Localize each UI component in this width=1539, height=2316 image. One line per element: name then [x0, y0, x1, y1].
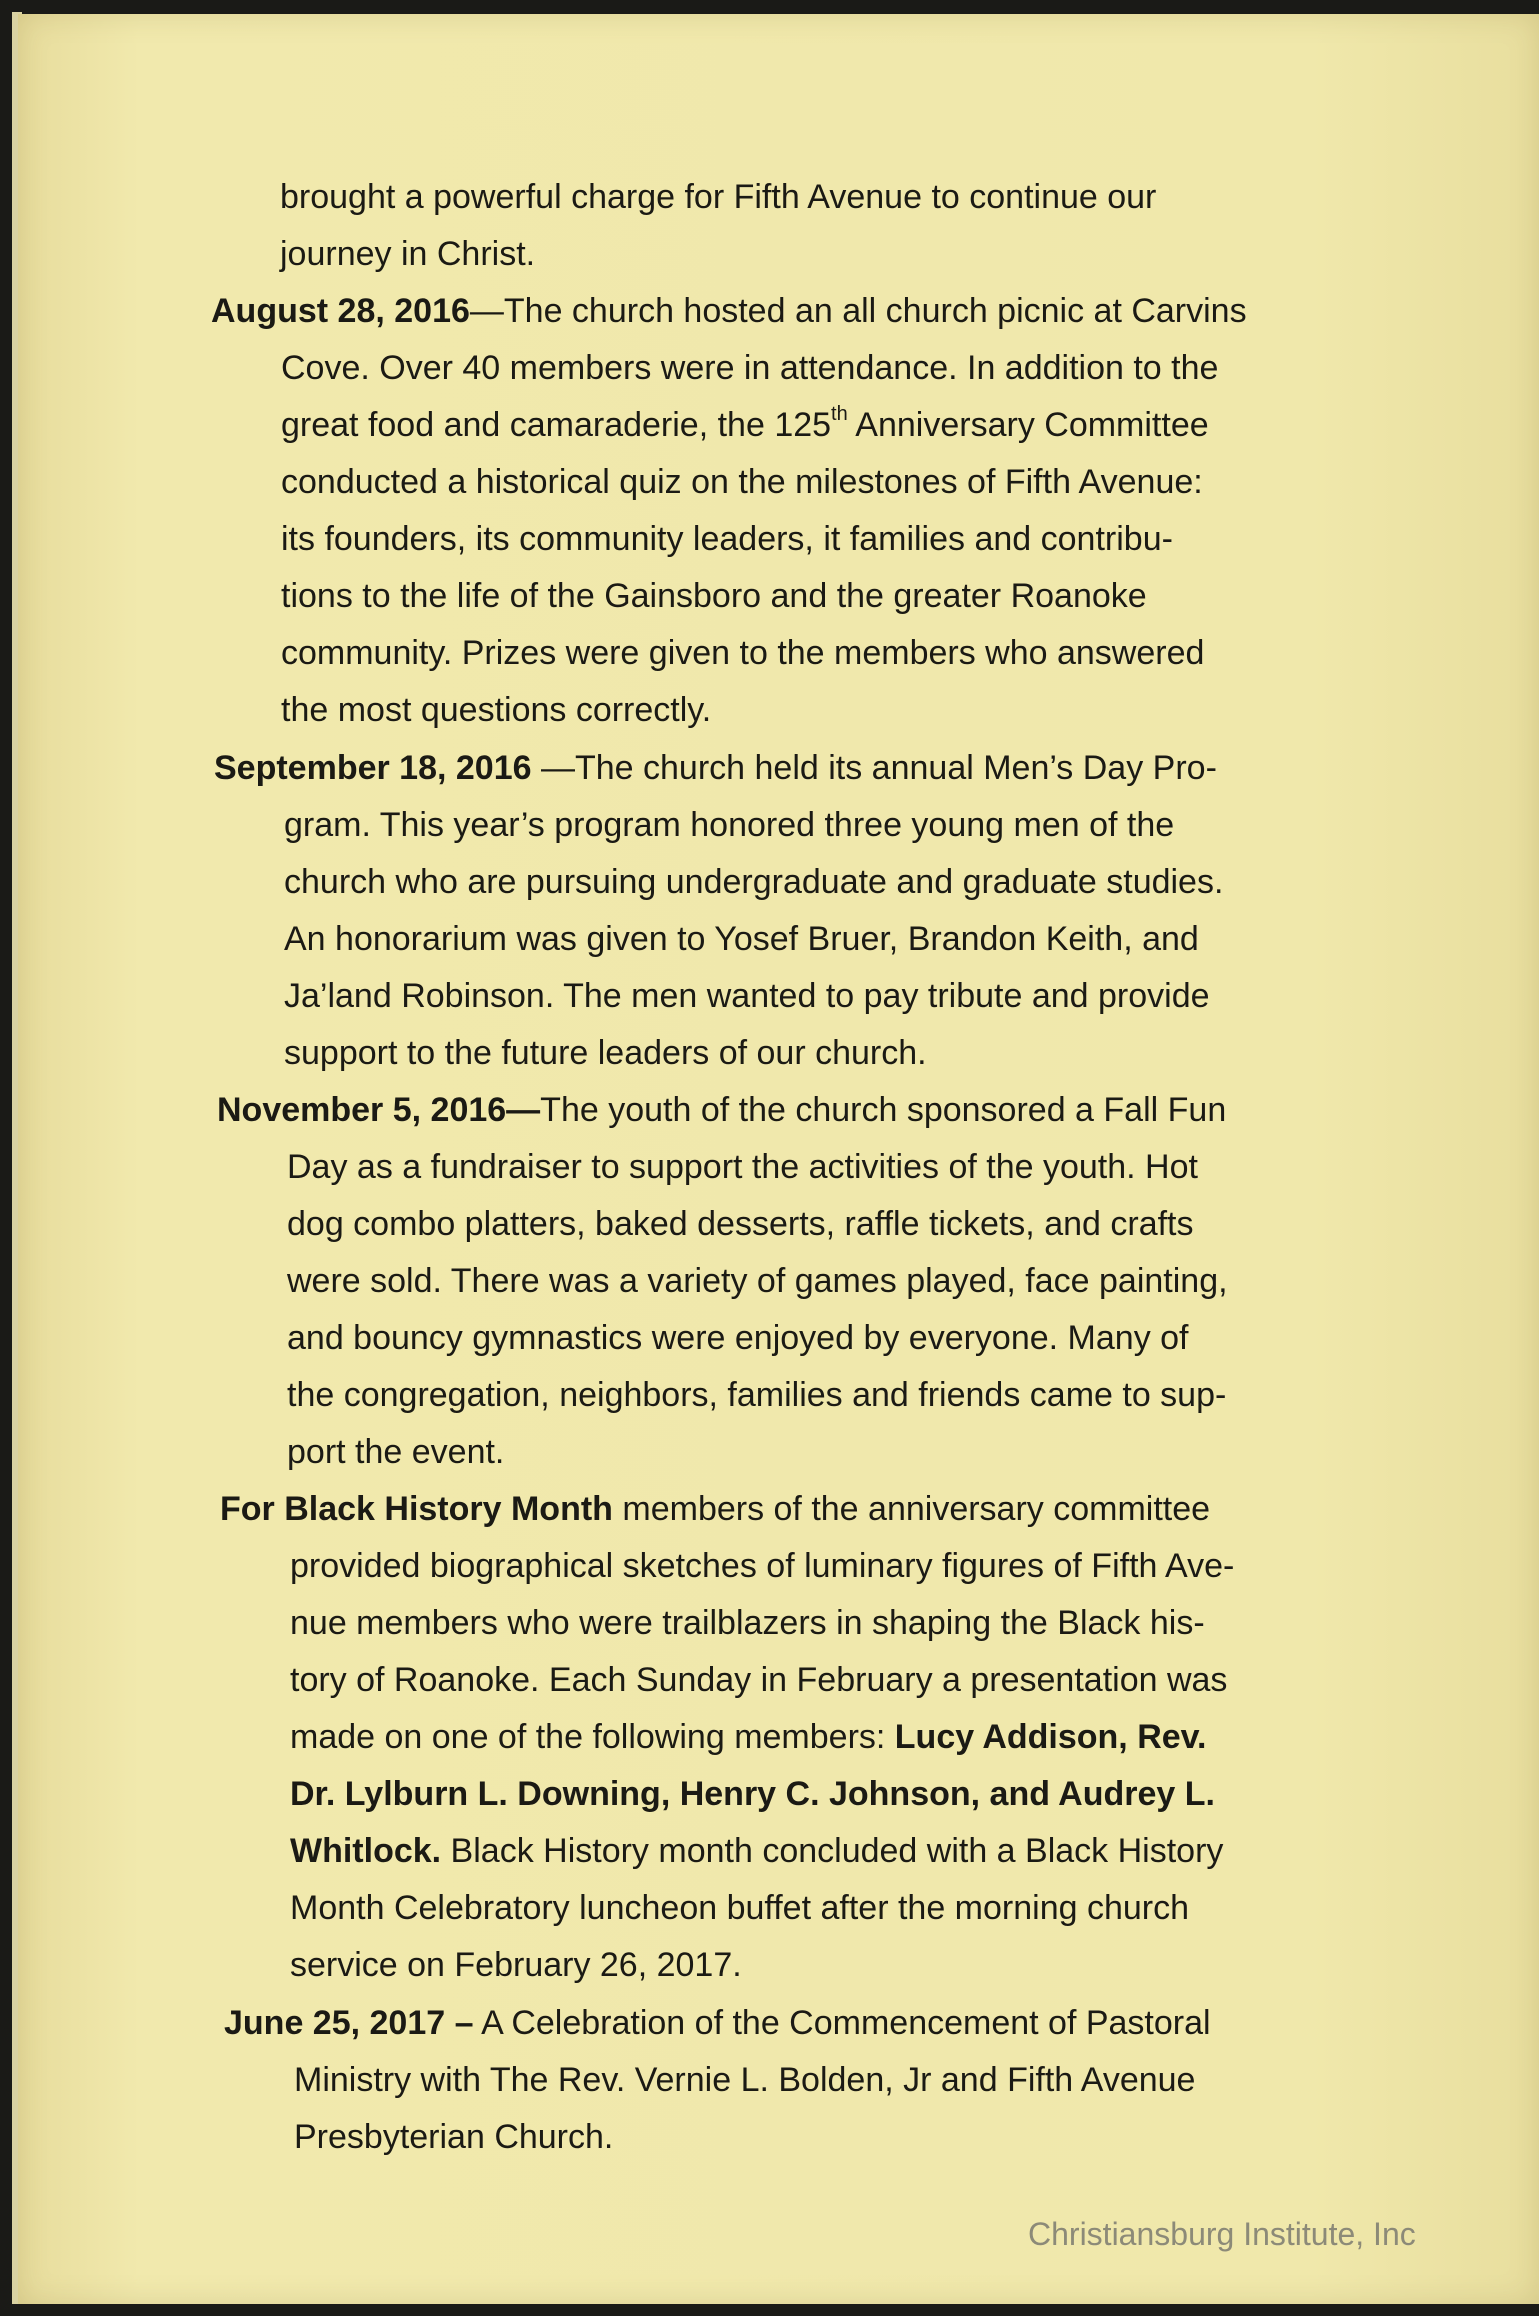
text-line: community. Prizes were given to the members who answered: [281, 634, 1205, 672]
document-page: [18, 14, 1539, 2304]
member-names: Whitlock.: [290, 1832, 442, 1870]
text-line: [211, 283, 1401, 340]
text-line: [224, 1995, 1414, 2052]
entry-text: great food and camaraderie, the 125: [281, 406, 832, 444]
text-line: An honorarium was given to Yosef Bruer, Brandon Keith, and: [284, 920, 1199, 958]
entry-text: A Celebration of the Commencement of Pastoral: [473, 2004, 1211, 2042]
entry-june-2017: [224, 1995, 1414, 2166]
entry-date: November 5, 2016—: [217, 1091, 541, 1129]
entry-date: September 18, 2016: [214, 749, 532, 787]
text-line: Month Celebratory luncheon buffet after the morning church: [290, 1889, 1190, 1927]
superscript: th: [831, 403, 848, 425]
entry-black-history-month: [220, 1481, 1410, 1994]
text-line: Presbyterian Church.: [294, 2118, 614, 2156]
intro-paragraph: [280, 169, 1470, 283]
text-line: gram. This year’s program honored three young men of the: [284, 806, 1175, 844]
text-line: service on February 26, 2017.: [290, 1946, 742, 1984]
text-line: were sold. There was a variety of games played, face painting,: [287, 1262, 1228, 1300]
text-line: journey in Christ.: [280, 235, 536, 273]
text-line: dog combo platters, baked desserts, raffle tickets, and crafts: [287, 1205, 1194, 1243]
entry-date: August 28, 2016: [211, 292, 470, 330]
entry-lead: For Black History Month: [220, 1490, 613, 1528]
text-line: Ministry with The Rev. Vernie L. Bolden, Jr and Fifth Avenue: [294, 2061, 1196, 2099]
text-line: brought a powerful charge for Fifth Avenue to continue our: [280, 178, 1157, 216]
text-line: support to the future leaders of our church.: [284, 1034, 927, 1072]
text-line: [220, 1823, 1410, 1880]
text-line: [214, 740, 1404, 797]
text-line: conducted a historical quiz on the milestones of Fifth Avenue:: [281, 463, 1203, 501]
text-line: [220, 1709, 1410, 1766]
entry-text: Anniversary Committee: [847, 406, 1209, 444]
member-names: Lucy Addison, Rev.: [894, 1718, 1207, 1756]
text-line: Day as a fundraiser to support the activities of the youth. Hot: [287, 1148, 1198, 1186]
entry-date: June 25, 2017 –: [224, 2004, 474, 2042]
entry-text: members of the anniversary committee: [612, 1490, 1211, 1528]
entry-text: —The church hosted an all church picnic at Carvins: [469, 292, 1247, 330]
entry-november-2016: [217, 1082, 1407, 1481]
watermark: Christiansburg Institute, Inc: [1028, 2216, 1416, 2252]
text-line: tory of Roanoke. Each Sunday in February a presentation was: [290, 1661, 1228, 1699]
text-line: the congregation, neighbors, families and friends came to sup-: [287, 1376, 1227, 1414]
text-line: nue members who were trailblazers in shaping the Black his-: [290, 1604, 1205, 1642]
text-line: its founders, its community leaders, it families and contribu-: [281, 520, 1173, 558]
entry-september-2016: [214, 740, 1404, 1082]
document-content: [18, 14, 1539, 2304]
text-line: [211, 397, 1401, 454]
entry-text: The youth of the church sponsored a Fall Fun: [540, 1091, 1227, 1129]
text-line: [220, 1481, 1410, 1538]
text-line: [217, 1082, 1407, 1139]
member-names: Dr. Lylburn L. Downing, Henry C. Johnson, and Audrey L.: [290, 1775, 1215, 1813]
entry-text: —The church held its annual Men’s Day Pro-: [531, 749, 1217, 787]
entry-text: made on one of the following members:: [290, 1718, 895, 1756]
text-line: port the event.: [287, 1433, 505, 1471]
entry-august-2016: [211, 283, 1401, 739]
entry-text: Black History month concluded with a Black History: [441, 1832, 1224, 1870]
text-line: tions to the life of the Gainsboro and the greater Roanoke: [281, 577, 1147, 615]
text-line: provided biographical sketches of luminary figures of Fifth Ave-: [290, 1547, 1235, 1585]
text-line: the most questions correctly.: [281, 691, 712, 729]
text-line: Ja’land Robinson. The men wanted to pay tribute and provide: [284, 977, 1210, 1015]
text-line: church who are pursuing undergraduate and graduate studies.: [284, 863, 1224, 901]
text-line: and bouncy gymnastics were enjoyed by everyone. Many of: [287, 1319, 1189, 1357]
text-line: Cove. Over 40 members were in attendance. In addition to the: [281, 349, 1219, 387]
